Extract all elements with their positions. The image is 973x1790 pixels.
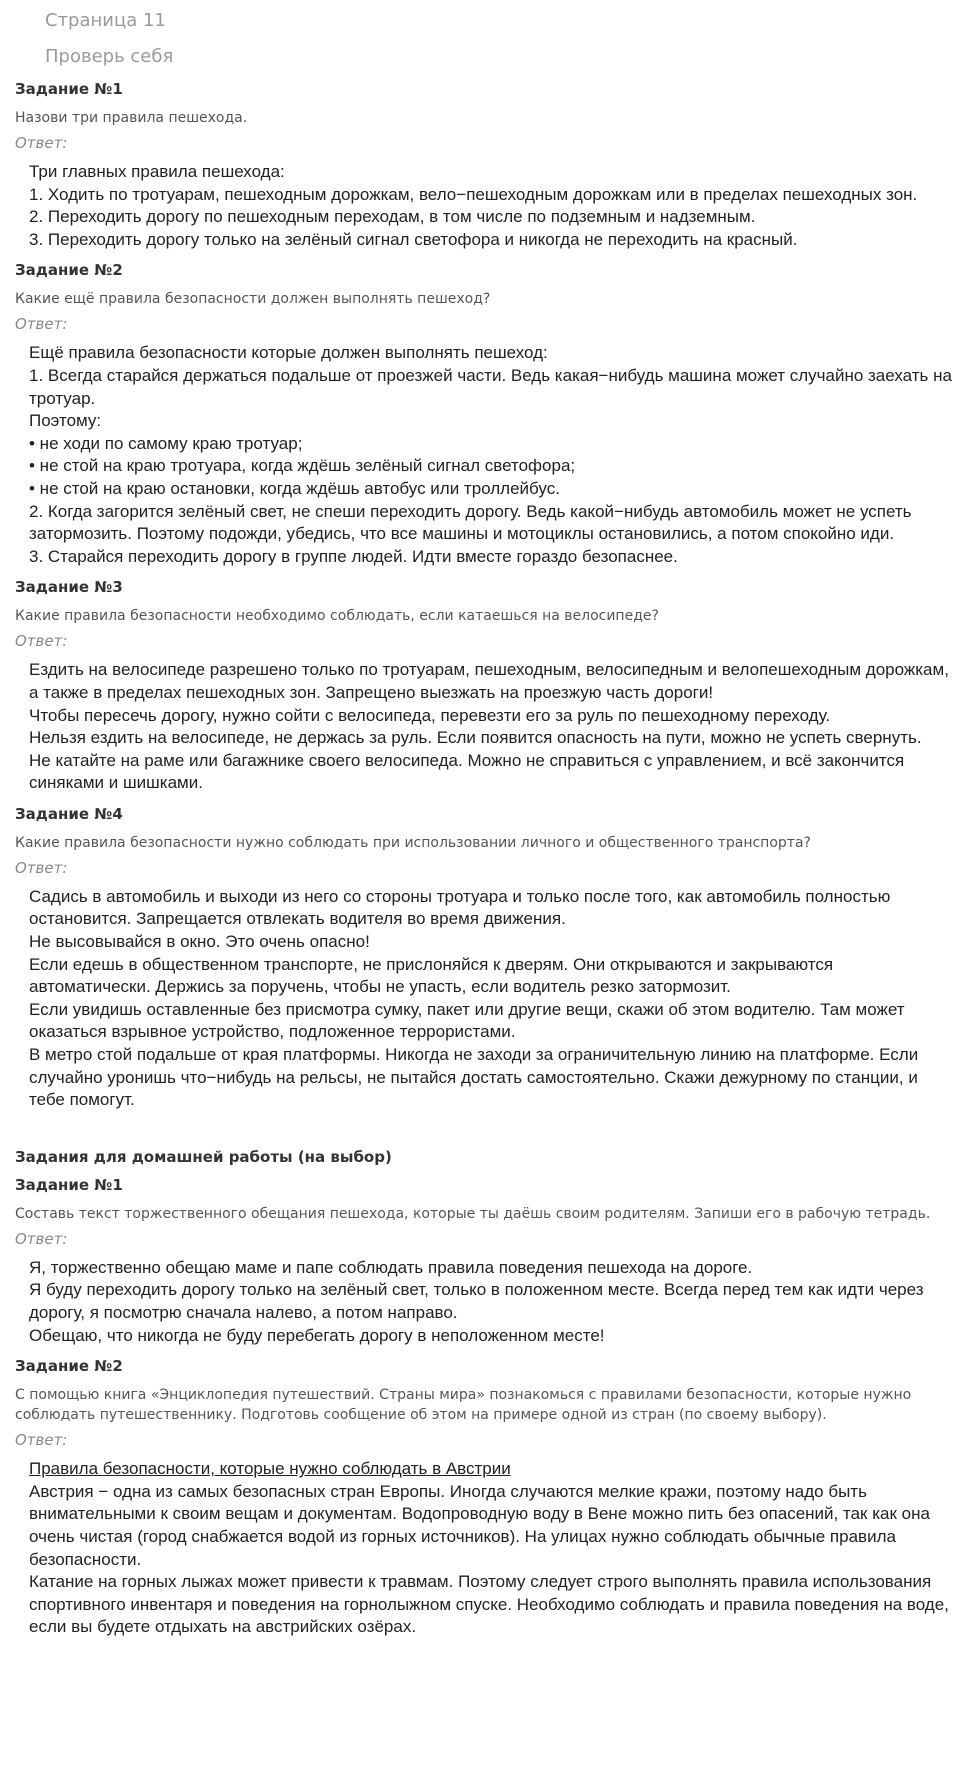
task-block — [15, 259, 973, 568]
answer-text — [29, 1257, 973, 1347]
answer-line: Не высовывайся в окно. Это очень опасно! — [29, 932, 370, 952]
answer-line: 3. Старайся переходить дорогу в группе людей. Идти вместе гораздо безопаснее. — [29, 546, 678, 566]
task-title: Задание №4 — [15, 804, 123, 823]
task-question: С помощью книга «Энциклопедия путешествий. Страны мира» познакомься с правилами безопасности, которые нужно соблюдать путешественнику. Подготовь сообщение об этом на примере одной из стран (по своему выбору). — [15, 1387, 912, 1424]
answer-line: 1. Ходить по тротуарам, пешеходным дорожкам, вело−пешеходным дорожкам или в пределах пешеходных зон. — [29, 184, 918, 204]
homework-section-title: Задания для домашней работы (на выбор) — [15, 1147, 392, 1166]
task-question: Какие правила безопасности нужно соблюдать при использовании личного и общественного транспорта? — [15, 834, 811, 851]
answer-line: Три главных правила пешехода: — [29, 162, 285, 181]
answer-heading: Правила безопасности, которые нужно соблюдать в Австрии — [29, 1459, 511, 1479]
task-block — [15, 1174, 973, 1347]
task-title: Задание №3 — [15, 578, 123, 597]
answer-label: Ответ: — [15, 858, 68, 877]
answer-line: Я, торжественно обещаю маме и папе соблюдать правила поведения пешехода на дороге. — [29, 1257, 753, 1277]
answer-line: Катание на горных лыжах может привести к травмам. Поэтому следует строго выполнять правила использования спортивного инвентаря и поведения на горнолыжном спуске. Необходимо соблюдать и правила поведения на воде, если вы будете отдыхать на австрийских озёрах. — [29, 1572, 949, 1637]
answer-line: Садись в автомобиль и выходи из него со стороны тротуара и только после того, как автомобиль полностью остановится. Запрещается отвлекать водителя во время движения. — [29, 886, 891, 929]
answer-line: Если увидишь оставленные без присмотра сумку, пакет или другие вещи, скажи об этом водителю. Там может оказаться взрывное устройство, подложенное террористами. — [29, 999, 905, 1042]
task-title: Задание №2 — [15, 261, 123, 280]
answer-line: Если едешь в общественном транспорте, не прислоняйся к дверям. Они открываются и закрываются автоматически. Держись за поручень, чтобы не упасть, если водитель резко затормозит. — [29, 954, 834, 997]
answer-line: Нельзя ездить на велосипеде, не держась за руль. Если появится опасность на пути, можно не успеть свернуть. — [29, 728, 922, 748]
answer-line: В метро стой подальше от края платформы. Никогда не заходи за ограничительную линию на платформе. Если случайно уронишь что−нибудь на рельсы, не пытайся достать самостоятельно. Скажи дежурному по станции, и тебе помогут. — [29, 1045, 919, 1110]
answer-line: Обещаю, что никогда не буду перебегать дорогу в неположенном месте! — [29, 1325, 605, 1345]
answer-line: Ездить на велосипеде разрешено только по тротуарам, пешеходным, велосипедным и велопешеходным дорожкам, а также в пределах пешеходных зон. Запрещено выезжать на проезжую часть дороги! — [29, 660, 949, 702]
answer-line: • не ходи по самому краю тротуар; — [29, 433, 303, 453]
task-question: Какие ещё правила безопасности должен выполнять пешеход? — [15, 291, 491, 308]
task-question: Какие правила безопасности необходимо соблюдать, если катаешься на велосипеде? — [15, 608, 659, 625]
homework-tasks-list — [15, 1174, 973, 1639]
answer-text — [29, 1458, 973, 1639]
answer-label: Ответ: — [15, 1229, 68, 1248]
task-block — [15, 576, 973, 795]
task-block — [15, 803, 973, 1112]
answer-label: Ответ: — [15, 1431, 68, 1450]
section-subtitle: Проверь себя — [45, 46, 174, 67]
answer-line: 1. Всегда старайся держаться подальше от проезжей части. Ведь какая−нибудь машина может случайно заехать на тротуар. — [29, 365, 952, 408]
answer-line: Я буду переходить дорогу только на зелёный свет, только в положенном месте. Всегда перед тем как идти через дорогу, я посмотрю сначала налево, а потом направо. — [29, 1280, 924, 1322]
task-title: Задание №1 — [15, 80, 123, 98]
answer-label: Ответ: — [15, 134, 68, 152]
answer-text — [29, 659, 973, 795]
task-question: Назови три правила пешехода. — [15, 110, 248, 126]
task-title: Задание №2 — [15, 1357, 123, 1376]
answer-line: Чтобы пересечь дорогу, нужно сойти с велосипеда, перевезти его за руль по пешеходному переходу. — [29, 705, 831, 725]
answer-line: Австрия − одна из самых безопасных стран Европы. Иногда случаются мелкие кражи, поэтому надо быть внимательными к своим вещам и документам. Водопроводную воду в Вене можно пить без опасений, так как она очень чистая (город снабжается водой из горных источников). На улицах нужно соблюдать обычные правила безопасности. — [29, 1481, 930, 1569]
answer-line: • не стой на краю остановки, когда ждёшь автобус или троллейбус. — [29, 478, 560, 498]
answer-line: • не стой на краю тротуара, когда ждёшь зелёный сигнал светофора; — [29, 456, 576, 476]
answer-line: 2. Переходить дорогу по пешеходным переходам, в том числе по подземным и надземным. — [29, 207, 756, 227]
task-title: Задание №1 — [15, 1175, 123, 1194]
task-block — [15, 78, 973, 251]
answer-label: Ответ: — [15, 632, 68, 651]
check-tasks-list — [15, 78, 973, 1112]
task-block — [15, 1355, 973, 1639]
answer-line: Ещё правила безопасности которые должен выполнять пешеход: — [29, 343, 548, 363]
answer-line: Не катайте на раме или багажнике своего велосипеда. Можно не справиться с управлением, и всё закончится синяками и шишками. — [29, 750, 905, 793]
answer-text — [29, 342, 973, 568]
answer-text — [29, 161, 973, 251]
page-number-title: Страница 11 — [45, 10, 166, 31]
answer-label: Ответ: — [15, 315, 68, 334]
answer-line: 2. Когда загорится зелёный свет, не спеши переходить дорогу. Ведь какой−нибудь автомобиль может не успеть затормозить. Поэтому подожди, убедись, что все машины и мотоциклы остановились, а потом спокойно иди. — [29, 501, 912, 544]
answer-line: Поэтому: — [29, 411, 102, 431]
task-question: Составь текст торжественного обещания пешехода, которые ты даёшь своим родителям. Запиши его в рабочую тетрадь. — [15, 1205, 931, 1222]
answer-line: 3. Переходить дорогу только на зелёный сигнал светофора и никогда не переходить на красный. — [29, 229, 798, 249]
answer-text — [29, 886, 973, 1112]
